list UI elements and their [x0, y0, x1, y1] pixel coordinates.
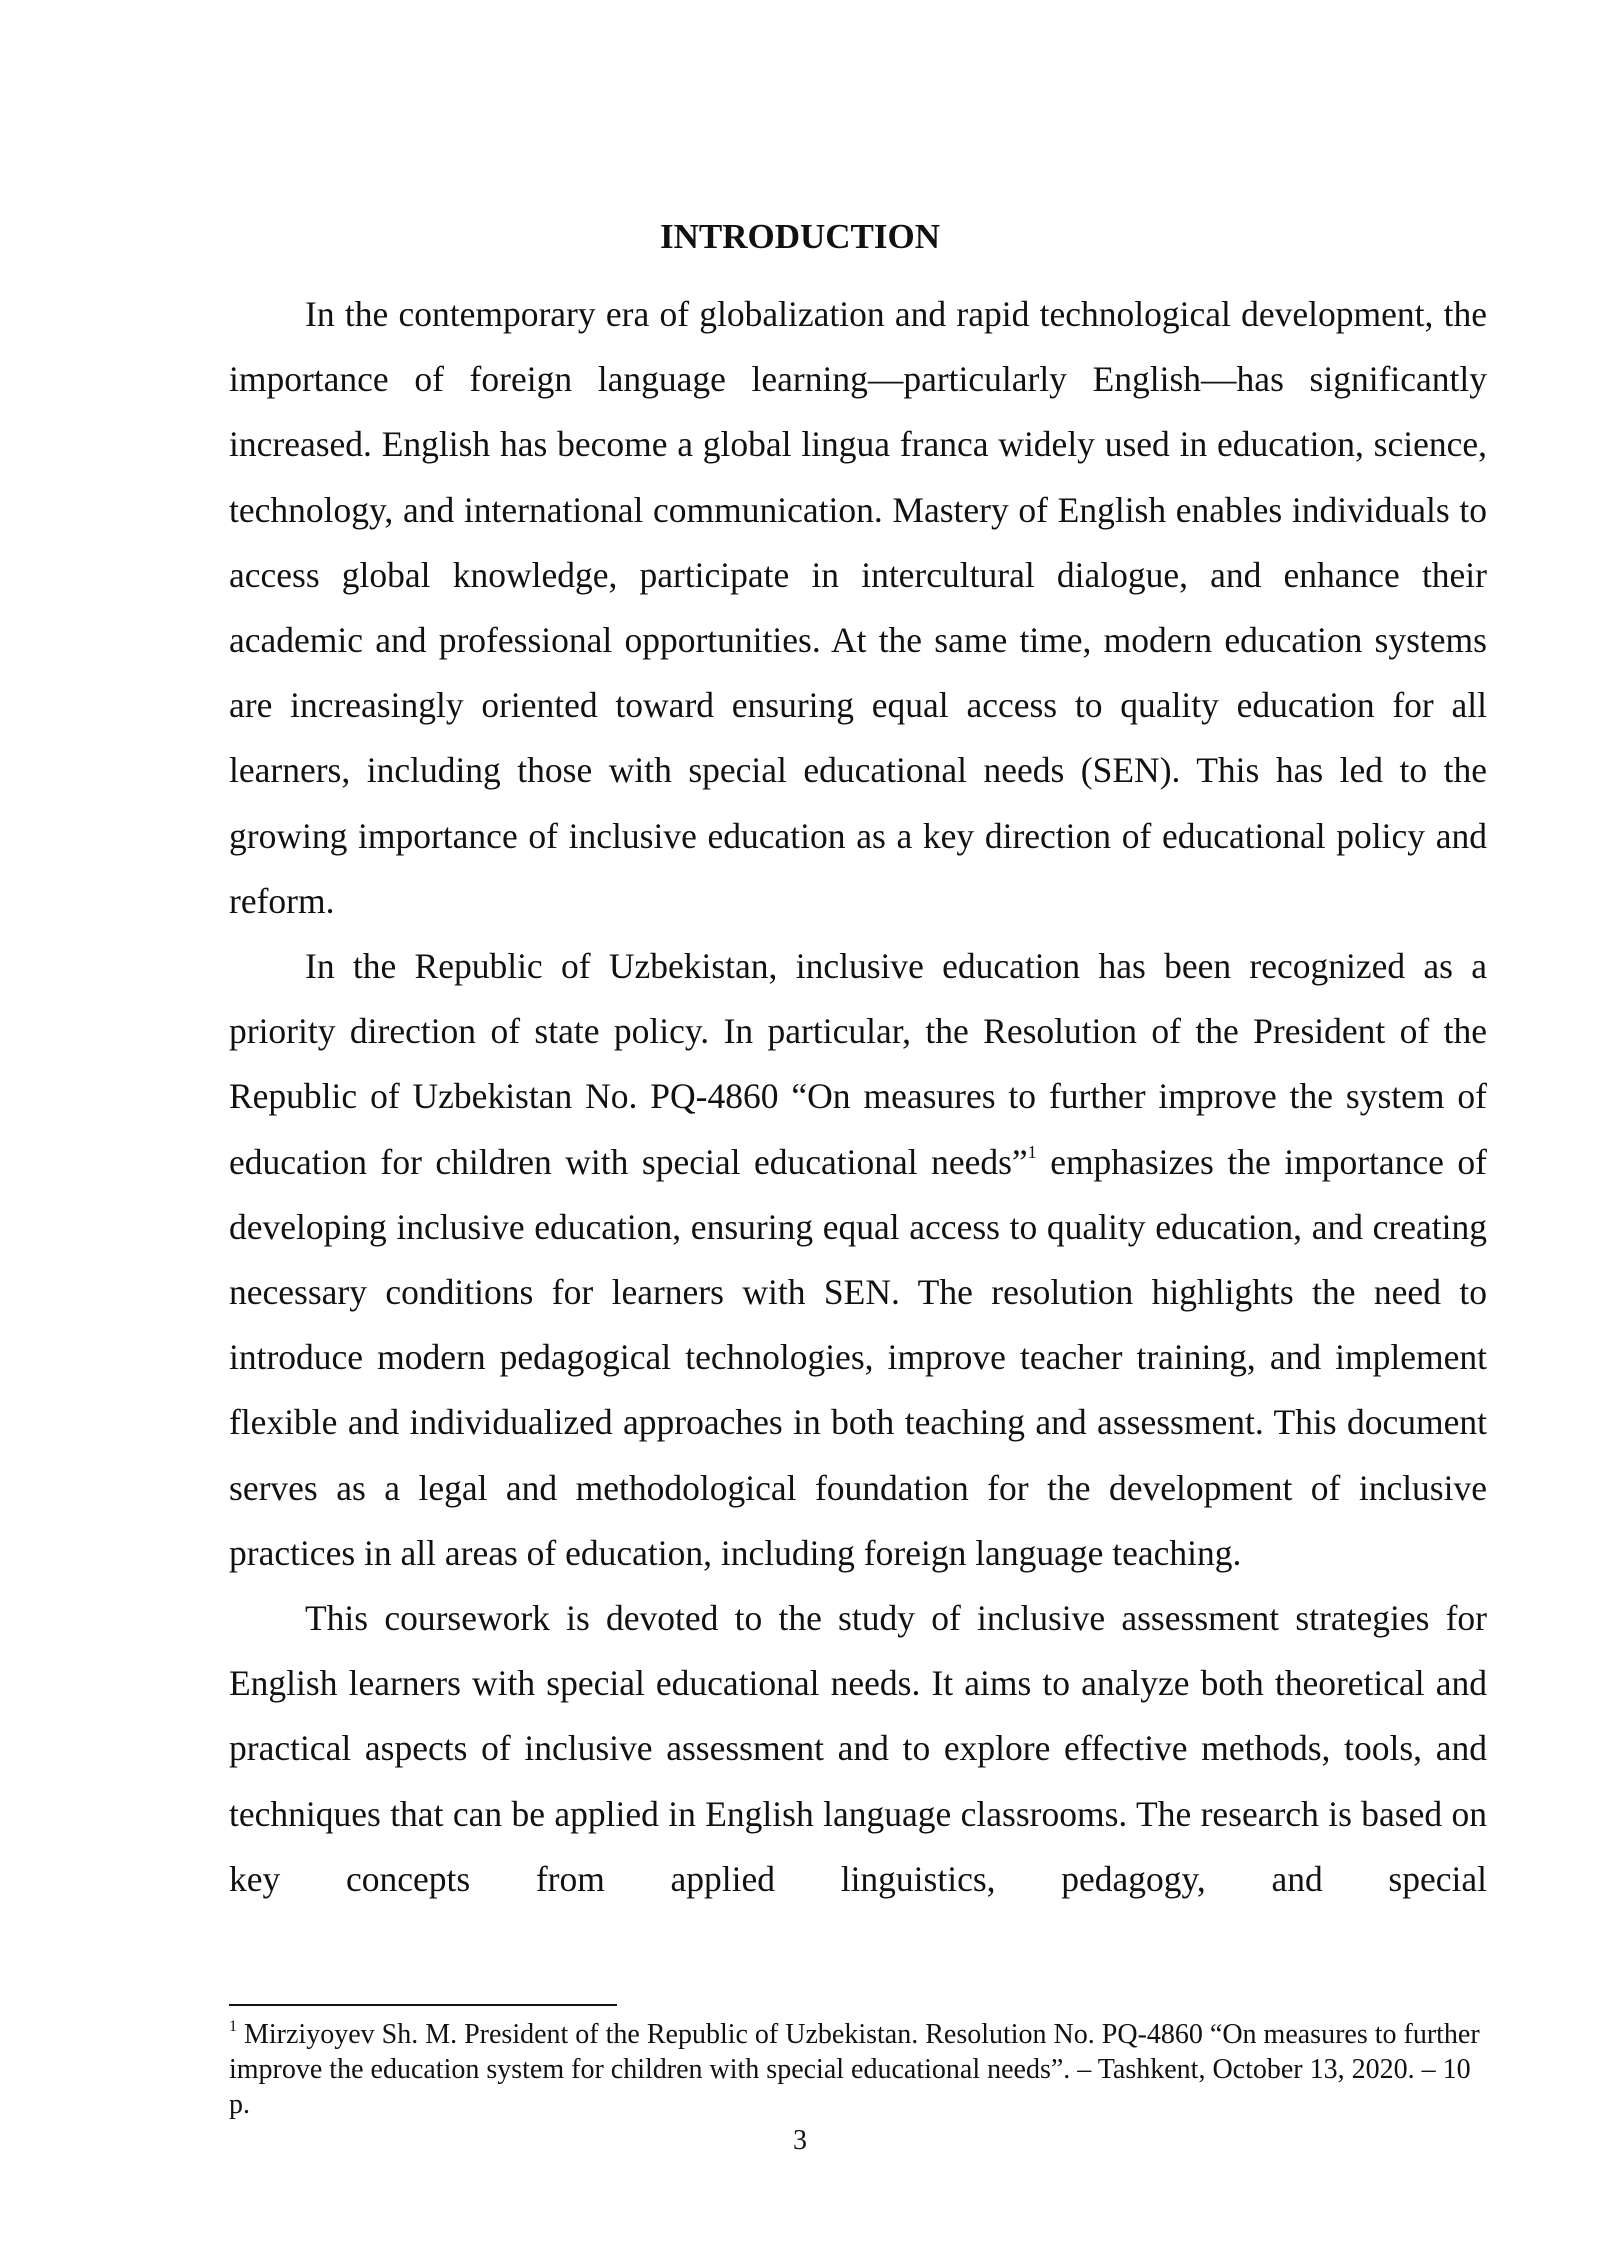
footnote-reference[interactable]: 1 — [1027, 1141, 1037, 1162]
footnote-separator — [229, 2004, 617, 2006]
body-text — [229, 282, 1487, 1912]
paragraph-2 — [229, 934, 1487, 1586]
footnote-mark: 1 — [229, 2018, 237, 2035]
paragraph-1: In the contemporary era of globalization and rapid technological development, the importance of foreign language learning—particularly English—has significantly increased. English has become a global lingua franca widely used in education, science, technology, and international communication. Mastery of English enables individuals to access global knowledge, participate in intercultural dialogue, and enhance their academic and professional opportunities. At the same time, modern education systems are increasingly oriented toward ensuring equal access to quality education for all learners, including those with special educational needs (SEN). This has led to the growing importance of inclusive education as a key direction of educational policy and reform. — [229, 294, 1487, 921]
footnote — [229, 2017, 1487, 2122]
footnote-text: Mirziyoyev Sh. M. President of the Republic of Uzbekistan. Resolution No. PQ-4860 “On measures to further improve the education system for children with special educational needs”. – Tashkent, October 13, 2020. – 10 p. — [229, 2019, 1480, 2120]
paragraph-2-text-after: emphasizes the importance of developing inclusive education, ensuring equal access to quality education, and creating necessary conditions for learners with SEN. The resolution highlights the need to introduce modern pedagogical technologies, improve teacher training, and implement flexible and individualized approaches in both teaching and assessment. This document serves as a legal and methodological foundation for the development of inclusive practices in all areas of education, including foreign language teaching. — [229, 1141, 1487, 1573]
paragraph-3: This coursework is devoted to the study of inclusive assessment strategies for English learners with special educational needs. It aims to analyze both theoretical and practical aspects of inclusive assessment and to explore effective methods, tools, and techniques that can be applied in English language classrooms. The research is based on key concepts from applied linguistics, pedagogy, and special — [229, 1598, 1487, 1899]
page-number: 3 — [793, 2125, 807, 2156]
paragraph-2-text-before: In the Republic of Uzbekistan, inclusive education has been recognized as a priority direction of state policy. In particular, the Resolution of the President of the Republic of Uzbekistan No. PQ-4860 “On measures to further improve the system of education for children with special educational needs” — [229, 946, 1487, 1182]
section-heading: INTRODUCTION — [659, 217, 941, 256]
